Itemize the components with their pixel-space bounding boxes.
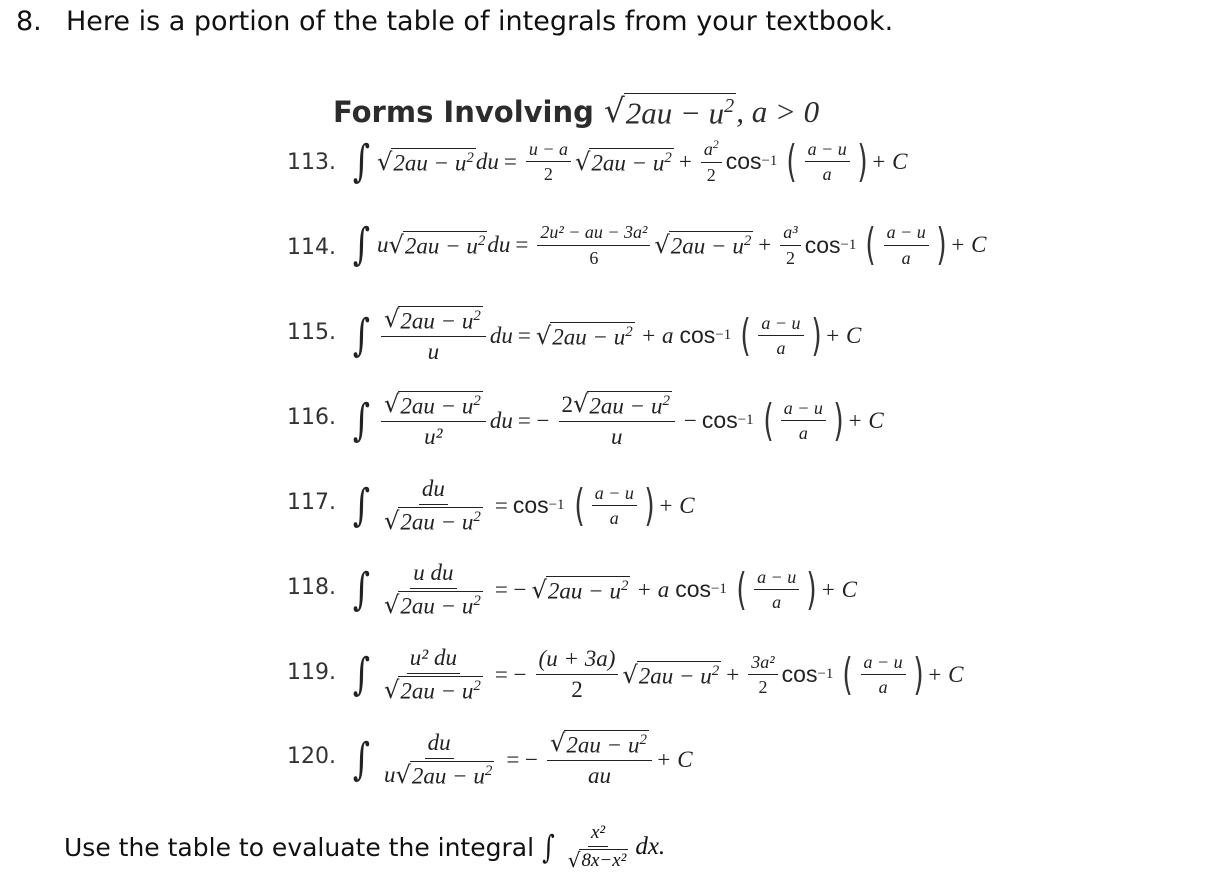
sqrt-expression: √ $2au - u^2$	[383, 506, 481, 536]
sqrt-expression: √ $2au - u^2$	[531, 575, 629, 604]
formula-number-118: 118.	[287, 575, 336, 600]
radicand: 2au − u	[400, 308, 474, 334]
prompt-radicand: 8x−x²	[581, 849, 627, 871]
sqrt-expression: √ $2au - u^2$	[383, 675, 481, 705]
fraction-denominator: a	[901, 247, 911, 268]
question-line	[16, 6, 893, 37]
fraction-numerator: a − u	[861, 652, 906, 676]
exponent: 2	[473, 393, 481, 409]
inverse-exponent: −1	[840, 236, 857, 253]
prefix-term: u	[376, 232, 389, 258]
fraction-numerator: u du	[410, 560, 456, 589]
exponent: 2	[473, 509, 481, 526]
fraction-denominator: 2	[706, 164, 716, 185]
middle-term: + a	[640, 322, 674, 348]
prompt-sqrt: √ 8x−x²	[567, 847, 627, 872]
sqrt-expression: √ $2au - u^2$	[550, 729, 647, 758]
constant-term: + C	[824, 322, 862, 348]
integral-sign: ∫	[542, 828, 555, 867]
fraction-numerator: a − u	[754, 567, 799, 591]
exponent: 2	[620, 577, 629, 594]
heading-sqrt: √ $2au - u^2$	[604, 92, 735, 130]
exponent: 2	[473, 678, 481, 695]
cos-function: cos	[701, 407, 738, 434]
prompt-differential: dx.	[635, 833, 666, 861]
fraction-numerator: a − u	[758, 313, 803, 337]
radicand: 2au − u	[670, 233, 744, 259]
fraction-numerator: a − u	[592, 483, 637, 507]
sqrt-expression: √ $2au - u^2$	[535, 321, 633, 350]
fraction	[805, 139, 850, 185]
fraction-denominator: u²	[424, 423, 443, 449]
fraction	[536, 646, 619, 704]
fraction-numerator: a³	[780, 222, 800, 246]
inverse-exponent: −1	[715, 327, 732, 344]
inverse-exponent: −1	[548, 497, 565, 514]
radicand: 2au − u	[393, 150, 467, 176]
fraction-numerator: 3a²	[748, 652, 777, 676]
exponent: 2	[625, 323, 633, 340]
coefficient: 2	[561, 392, 574, 418]
equals-sign: =	[494, 492, 508, 518]
formula-119: ∫ u² du √ $2au - u^2$ = − $\frac{(u + 3a)}{2}$ √ $2au - u^2$ + $\frac{\text{3a²}}{2}$ cos −1 ( $\frac{a - u}{a}$ ) + C	[352, 645, 964, 705]
formula-120: ∫ du u √ $2au - u^2$ = − √ $2au - u^2$ au + C	[352, 729, 693, 790]
fraction	[592, 483, 637, 529]
exponent: 2	[466, 149, 474, 166]
fraction	[884, 222, 929, 268]
differential: du	[489, 322, 513, 348]
equals-sign: = −	[494, 576, 527, 602]
fraction-numerator: a − u	[781, 398, 826, 422]
constant-term: + C	[820, 576, 858, 602]
exponent: 2	[712, 138, 719, 151]
inverse-exponent: −1	[711, 581, 727, 598]
radicand: 2au − u	[552, 324, 626, 350]
fraction-numerator: a	[703, 139, 713, 159]
integral-sign: ∫	[352, 733, 371, 785]
integral-sign: ∫	[352, 309, 371, 361]
question-number: 8.	[16, 6, 42, 37]
differential: du	[489, 407, 513, 433]
fraction	[381, 645, 486, 704]
exponent: 2	[743, 233, 752, 250]
fraction-numerator: (u + 3a)	[536, 646, 619, 675]
constant-term: + C	[847, 407, 884, 433]
exponent: 2	[477, 233, 486, 250]
fraction	[701, 138, 722, 185]
inverse-exponent: −1	[817, 666, 834, 683]
middle-term: + a	[636, 576, 670, 602]
fraction	[781, 398, 826, 444]
heading-label: Forms Involving	[333, 95, 594, 129]
fraction-denominator: a	[609, 508, 619, 529]
radicand: 2au − u	[400, 679, 474, 705]
fraction-denominator: 6	[589, 247, 599, 268]
prompt-numerator: x²	[588, 822, 608, 847]
fraction	[381, 560, 486, 619]
fraction-denominator: 2	[543, 164, 553, 185]
fraction	[754, 567, 799, 613]
fraction	[537, 222, 650, 268]
formula-115: ∫ √ $2au - u^2$ u du = √ $2au - u^2$ + a cos −1 ( $\frac{a - u}{a}$ ) + C	[352, 305, 862, 364]
integral-sign: ∫	[352, 479, 371, 531]
exponent: 2	[484, 763, 493, 780]
exponent: 2	[473, 308, 481, 324]
fraction-denominator: 2	[785, 247, 795, 268]
formula-number-117: 117.	[287, 490, 336, 515]
fraction	[748, 652, 777, 698]
cos-function: cos	[675, 576, 711, 603]
heading-radicand: 2au − u	[625, 94, 725, 130]
fraction-denominator: a	[776, 338, 786, 359]
formula-number-115: 115.	[287, 320, 336, 345]
inverse-exponent: −1	[737, 412, 754, 429]
exponent: 2	[711, 662, 720, 679]
fraction-denominator: a	[798, 423, 808, 444]
prefix-term: u	[383, 762, 396, 788]
exponent: 2	[664, 149, 672, 166]
sqrt-expression: √ $2au - u^2$	[383, 390, 481, 419]
formula-number-113: 113.	[287, 150, 336, 175]
formula-number-120: 120.	[287, 744, 336, 769]
fraction-numerator: u² du	[407, 645, 460, 674]
fraction	[780, 222, 800, 268]
differential: du	[475, 148, 499, 174]
fraction-denominator: a	[822, 164, 832, 185]
sqrt-expression: √ $2au - u^2$	[388, 231, 486, 260]
differential: du	[487, 232, 511, 258]
cos-function: cos	[725, 148, 762, 175]
fraction	[861, 652, 906, 698]
fraction-numerator: du	[425, 730, 454, 759]
fraction-numerator: 2u² − au − 3a²	[537, 222, 650, 246]
cos-function: cos	[781, 661, 818, 688]
constant-term: + C	[658, 492, 695, 518]
fraction-denominator: u	[427, 338, 440, 364]
integral-sign: ∫	[352, 648, 371, 700]
prompt-text: Use the table to evaluate the integral	[64, 832, 535, 862]
exponent: 2	[662, 393, 670, 409]
radicand: 2au − u	[566, 732, 640, 758]
formula-number-114: 114.	[287, 235, 336, 260]
formula-number-116: 116.	[287, 405, 336, 430]
fraction	[526, 139, 571, 185]
sqrt-expression: √ $2au - u^2$	[376, 147, 474, 176]
sqrt-expression: √ $2au - u^2$	[622, 660, 720, 689]
fraction-numerator: a − u	[884, 222, 929, 246]
radicand: 2au − u	[589, 393, 663, 419]
sqrt-expression: √ $2au - u^2$	[395, 760, 493, 790]
radicand: 2au − u	[400, 510, 474, 536]
radicand: 2au − u	[411, 764, 485, 790]
evaluation-prompt	[64, 822, 665, 873]
radicand: 2au − u	[400, 594, 474, 620]
sqrt-expression: √ $2au - u^2$	[383, 590, 481, 620]
fraction	[547, 730, 652, 789]
heading-math	[604, 94, 819, 129]
fraction	[381, 306, 486, 365]
radicand: 2au − u	[404, 233, 478, 259]
inverse-exponent: −1	[761, 153, 778, 170]
sqrt-expression: √ $2au - u^2$	[574, 147, 672, 176]
formula-number-119: 119.	[287, 660, 336, 685]
fraction	[559, 391, 675, 450]
fraction-numerator: a − u	[805, 139, 850, 163]
heading-condition: , a > 0	[736, 94, 820, 129]
question-text: Here is a portion of the table of integrals from your textbook.	[66, 6, 894, 37]
formula-117: ∫ du √ $2au - u^2$ = cos −1 ( $\frac{a - u}{a}$ ) + C	[352, 476, 695, 536]
radicand: 2au − u	[638, 663, 712, 689]
formula-113: ∫ √ $2au - u^2$ du = $\frac{u - a}{2}$ √ $2au - u^2$ + $\frac{a^2}{2}$ cos −1 ( $\frac{a - u}{a}$ ) + C	[352, 135, 908, 187]
integral-sign: ∫	[352, 563, 371, 615]
constant-term: + C	[655, 746, 693, 772]
fraction-numerator: du	[419, 476, 448, 505]
exponent: 2	[473, 593, 481, 610]
constant-term: + C	[926, 661, 964, 687]
cos-function: cos	[512, 492, 549, 519]
radicand: 2au − u	[400, 393, 474, 419]
constant-term: + C	[949, 232, 987, 258]
cos-function: cos	[804, 231, 841, 258]
formula-118: ∫ u du √ $2au - u^2$ = − √ $2au - u^2$ + a cos −1 ( $\frac{a - u}{a}$ ) + C	[352, 560, 858, 620]
integral-sign: ∫	[352, 219, 371, 271]
fraction	[381, 476, 486, 535]
fraction-denominator: 2	[571, 677, 583, 703]
fraction-denominator: au	[587, 762, 611, 788]
fraction-denominator: a	[772, 592, 782, 613]
heading-exponent: 2	[724, 94, 735, 117]
fraction	[758, 313, 803, 359]
fraction-denominator: a	[878, 677, 888, 698]
fraction-denominator: u	[610, 423, 623, 449]
constant-term: + C	[870, 148, 908, 174]
table-heading	[333, 92, 819, 130]
fraction	[381, 730, 497, 789]
formula-116: ∫ √ $2au - u^2$ u² du = − 2 √ $2au - u^2$ u − cos −1 ( $\frac{a - u}{a}$ ) + C	[352, 390, 884, 449]
formula-114: ∫ u √ $2au - u^2$ du = $\frac{\text{2u² − au − 3a²}}{6}$ √ $2au - u^2$ + $\frac{\text{a³}}{2}$ cos −1 ( $\frac{a - u}{a}$ ) + C	[352, 219, 987, 271]
fraction	[381, 391, 486, 450]
radicand: 2au − u	[591, 150, 665, 176]
sqrt-expression: √ $2au - u^2$	[654, 231, 752, 260]
cos-function: cos	[679, 322, 716, 349]
sqrt-expression: √ $2au - u^2$	[573, 390, 670, 419]
exponent: 2	[639, 732, 647, 748]
integral-sign: ∫	[352, 394, 371, 446]
fraction-denominator: 2	[758, 677, 768, 698]
prompt-fraction	[565, 822, 632, 873]
radicand: 2au − u	[547, 578, 621, 604]
fraction-numerator: u − a	[526, 139, 571, 163]
sqrt-expression: √ $2au - u^2$	[383, 305, 481, 334]
integral-sign: ∫	[352, 135, 371, 187]
